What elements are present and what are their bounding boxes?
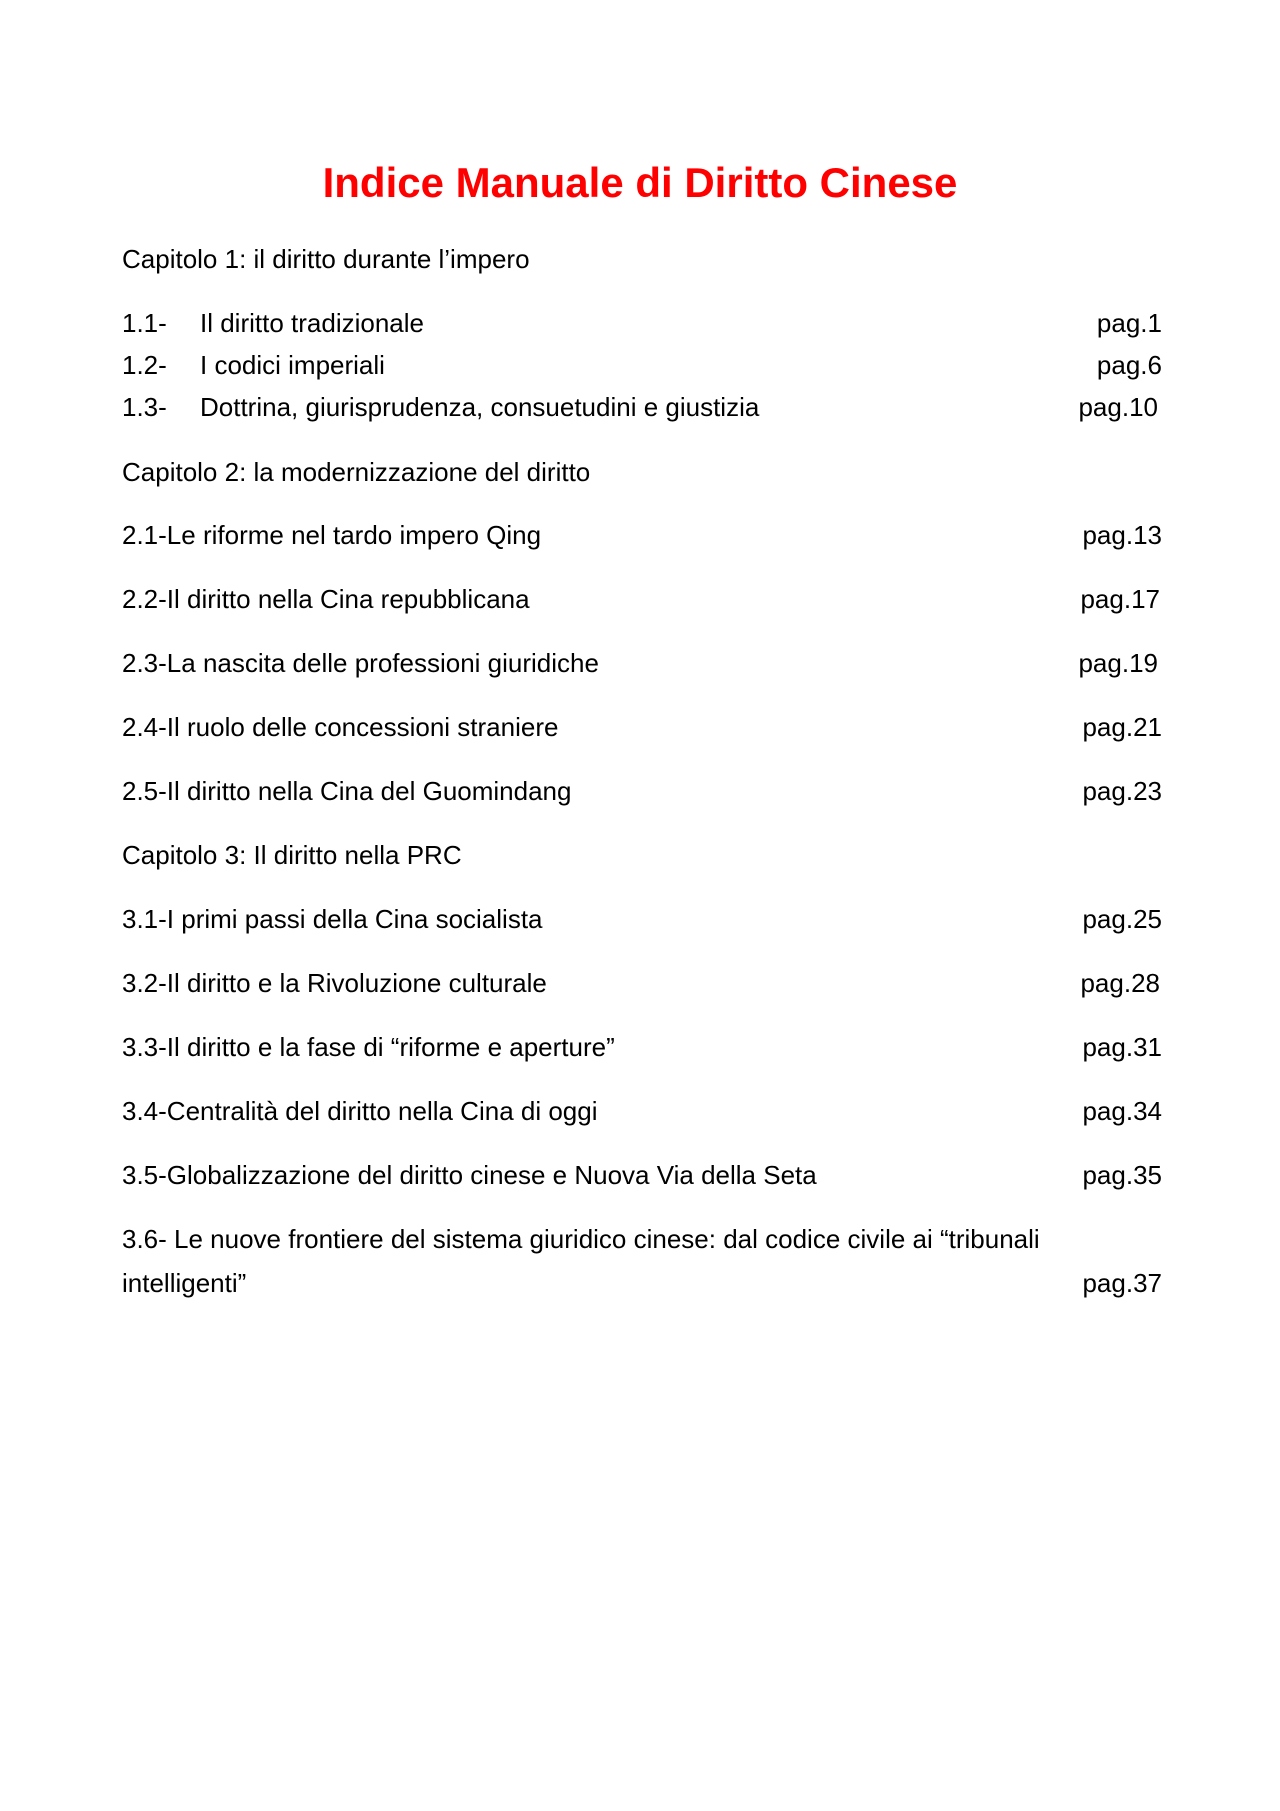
toc-entry-number: 1.2- [122,350,167,380]
toc-entry-text: 2.3-La nascita delle professioni giuridiche [122,648,599,678]
toc-entry-text: 2.5-Il diritto nella Cina del Guomindang [122,776,572,806]
toc-entry[interactable] [122,306,1162,340]
toc-entry-page: pag.17 [1080,584,1160,614]
toc-entry-text: 3.6- Le nuove frontiere del sistema giuridico cinese: dal codice civile ai “tribunali [122,1224,1040,1254]
toc-entry[interactable] [122,518,1162,552]
chapter-heading-2 [122,455,1162,489]
toc-entry[interactable] [122,348,1162,382]
toc-entry-text-continuation: intelligenti” [122,1268,247,1298]
toc-entry[interactable] [122,902,1162,936]
toc-entry-page: pag.34 [1082,1096,1162,1126]
toc-entry-text: I codici imperiali [200,350,385,380]
toc-entry[interactable] [122,1094,1162,1128]
toc-entry-text: 3.5-Globalizzazione del diritto cinese e Nuova Via della Seta [122,1160,817,1190]
page-title: Indice Manuale di Diritto Cinese [322,159,958,206]
toc-entry-continuation[interactable] [122,1266,1162,1300]
toc-entry-page: pag.28 [1080,968,1160,998]
toc-entry-text: 2.4-Il ruolo delle concessioni straniere [122,712,559,742]
toc-entry-number: 1.3- [122,392,167,422]
toc-entry-text: Dottrina, giurisprudenza, consuetudini e giustizia [200,392,760,422]
toc-entry-page: pag.19 [1078,648,1158,678]
chapter-heading-3 [122,838,1162,872]
toc-entry-page: pag.23 [1082,776,1162,806]
toc-entry[interactable] [122,966,1162,1000]
toc-entry[interactable] [122,1222,1162,1256]
toc-entry[interactable] [122,390,1162,424]
toc-entry[interactable] [122,774,1162,808]
toc-entry[interactable] [122,1030,1162,1064]
toc-entry[interactable] [122,646,1162,680]
toc-entry-text: Il diritto tradizionale [200,308,424,338]
chapter-heading-1 [122,242,1162,276]
toc-entry-page: pag.35 [1082,1160,1162,1190]
toc-entry-page: pag.37 [1082,1268,1162,1298]
toc-entry-page: pag.25 [1082,904,1162,934]
toc-entry-page: pag.31 [1082,1032,1162,1062]
toc-entry-page: pag.10 [1078,392,1158,422]
toc-entry-text: 3.1-I primi passi della Cina socialista [122,904,543,934]
toc-entry-text: 2.2-Il diritto nella Cina repubblicana [122,584,530,614]
toc-entry-number: 1.1- [122,308,167,338]
toc-entry-page: pag.1 [1096,308,1162,338]
toc-entry-text: 3.3-Il diritto e la fase di “riforme e aperture” [122,1032,615,1062]
toc-entry[interactable] [122,710,1162,744]
toc-entry-text: 2.1-Le riforme nel tardo impero Qing [122,520,542,550]
toc-entry[interactable] [122,582,1162,616]
toc-entry-page: pag.6 [1096,350,1162,380]
chapter-heading-text: Capitolo 2: la modernizzazione del diritto [122,457,591,487]
chapter-heading-text: Capitolo 1: il diritto durante l’impero [122,244,530,274]
toc-entry-page: pag.21 [1082,712,1162,742]
chapter-heading-text: Capitolo 3: Il diritto nella PRC [122,840,462,870]
toc-entry[interactable] [122,1158,1162,1192]
toc-entry-text: 3.2-Il diritto e la Rivoluzione culturale [122,968,547,998]
toc-entry-text: 3.4-Centralità del diritto nella Cina di oggi [122,1096,598,1126]
toc-entry-page: pag.13 [1082,520,1162,550]
